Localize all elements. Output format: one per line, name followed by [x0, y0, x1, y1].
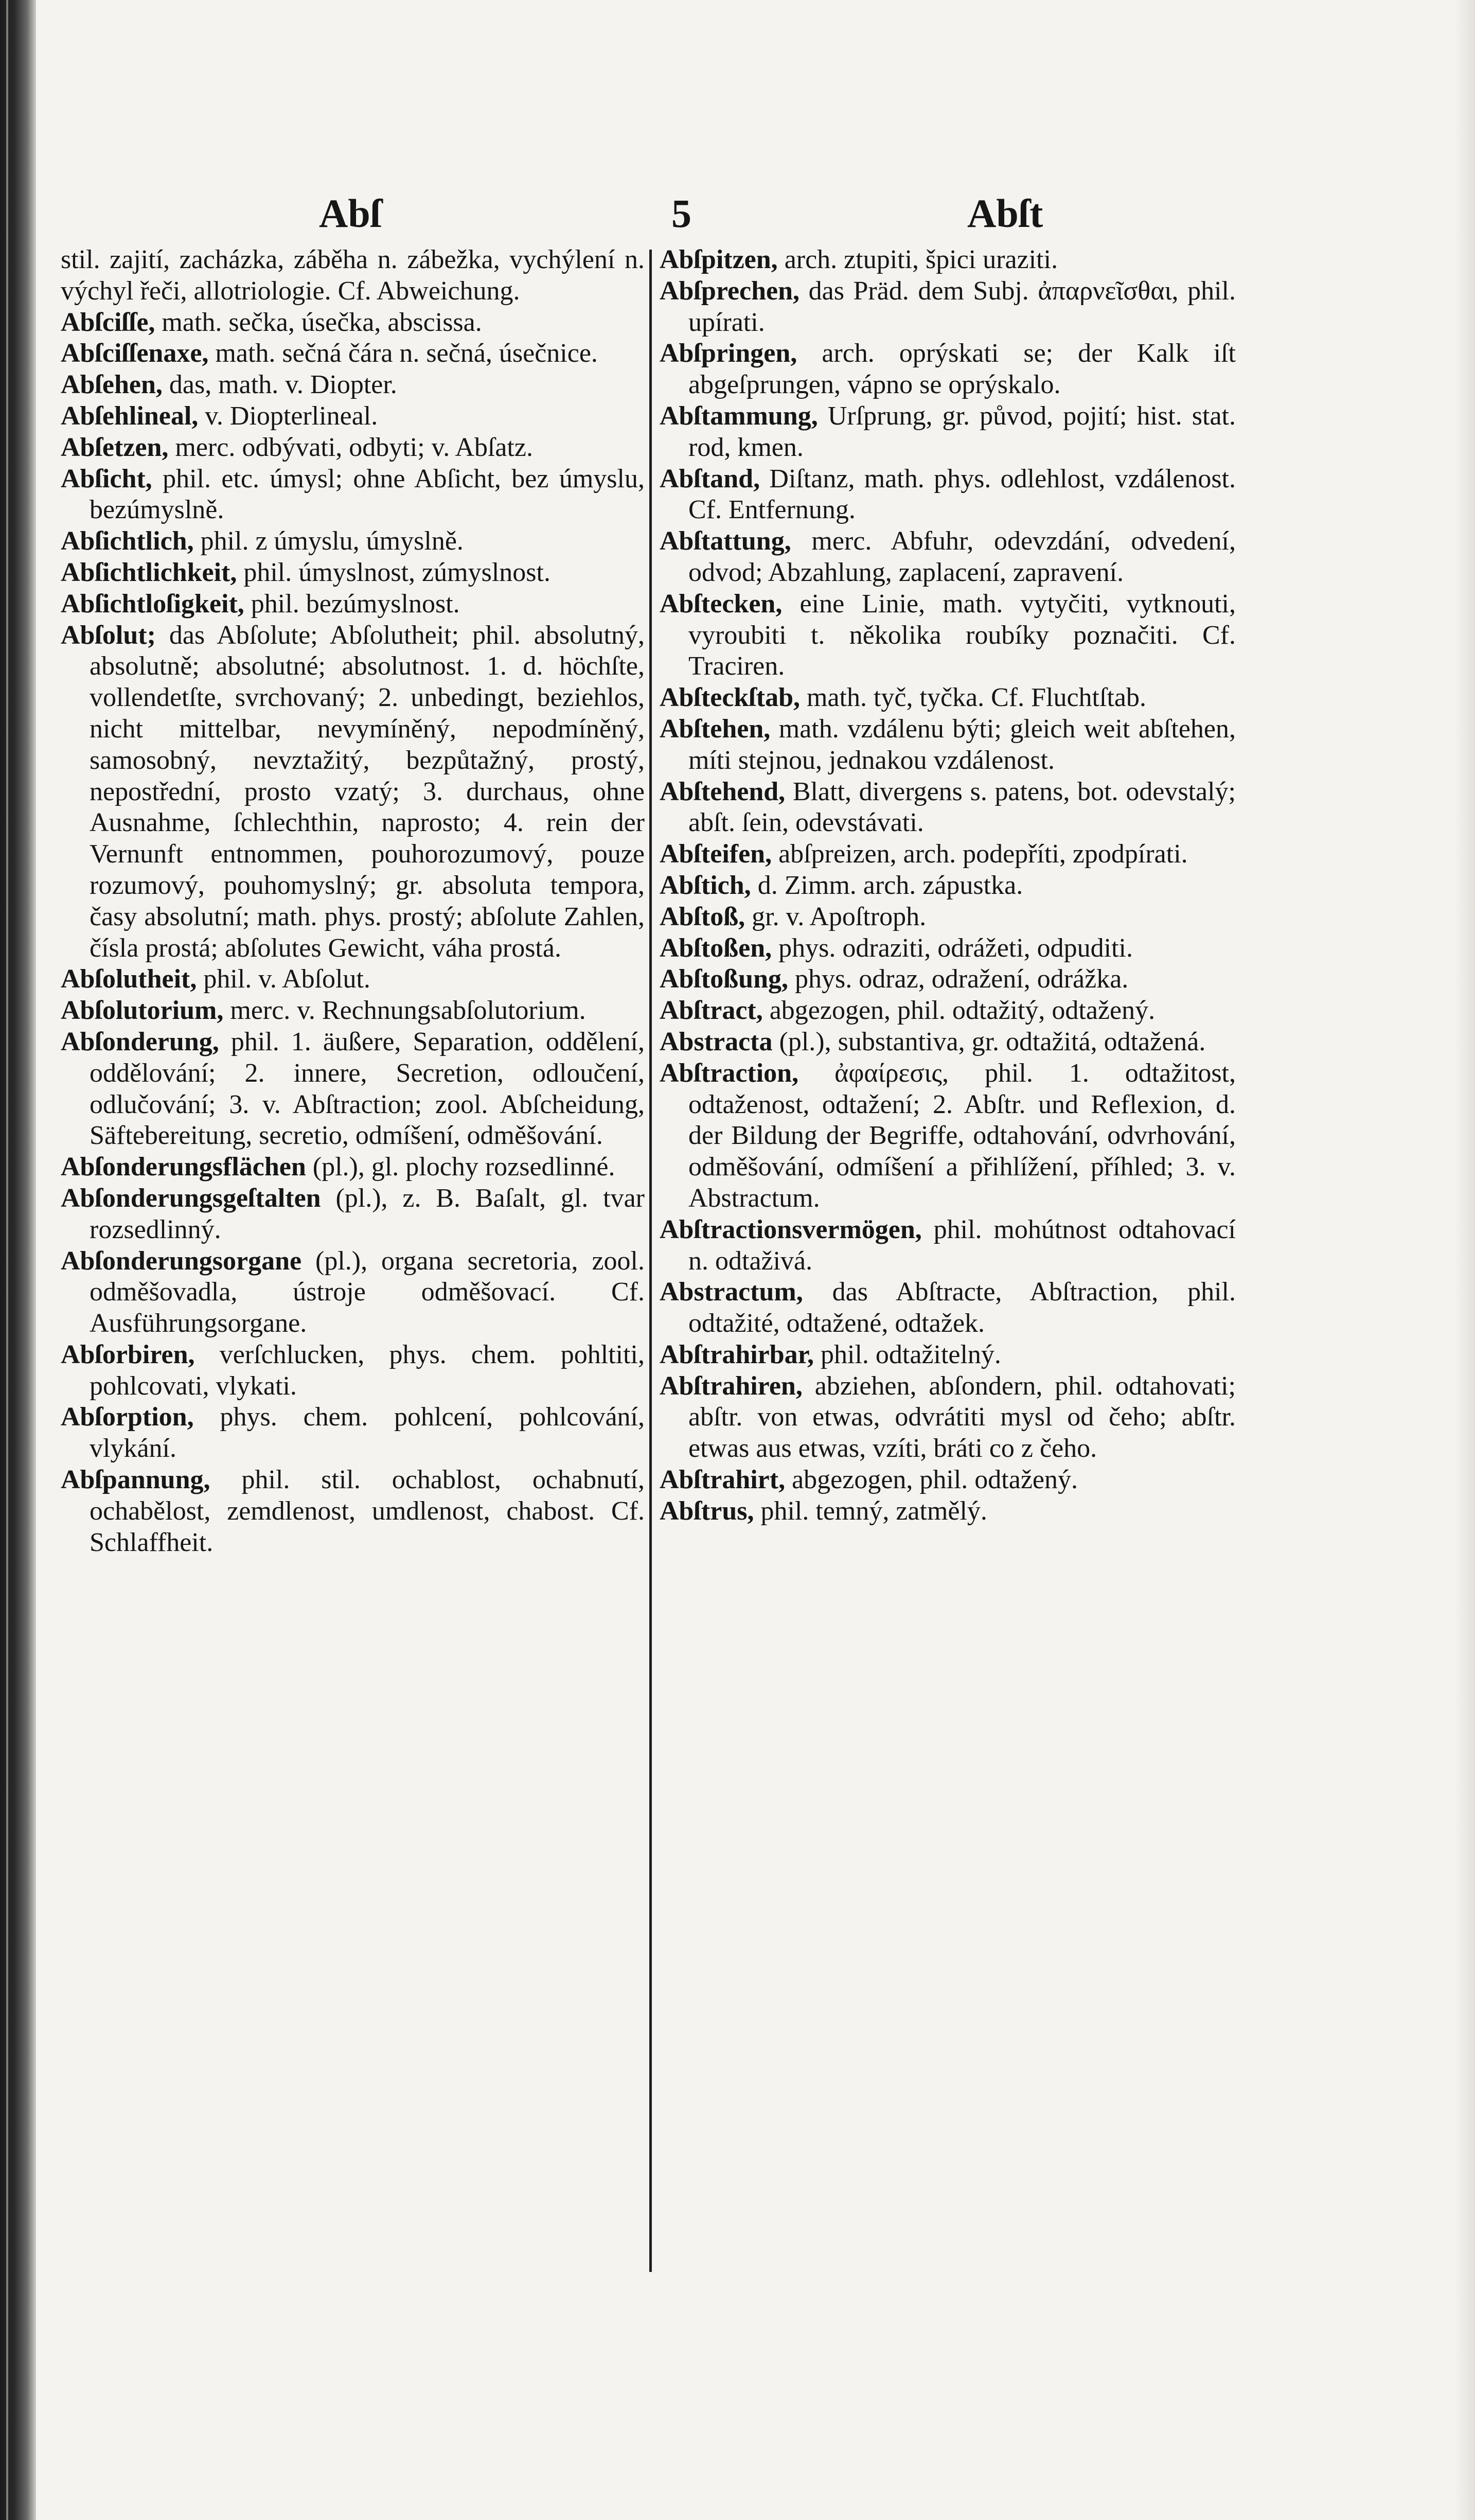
entry-definition: phil. mohútnost odtahovací n. odtaživá.	[688, 1214, 1236, 1276]
dictionary-entry	[660, 682, 1236, 714]
entry-definition: phil. úmyslnost, zúmyslnost.	[237, 557, 550, 587]
entry-headword: Abſichtlichkeit,	[61, 557, 237, 587]
entry-definition: phil. v. Abſolut.	[197, 964, 370, 994]
entry-definition: phys. odraziti, odrážeti, odpuditi.	[772, 933, 1133, 963]
entry-definition: phil. temný, zatmělý.	[754, 1496, 987, 1526]
book-binding-gutter	[0, 0, 36, 2520]
entry-headword: Abſolutorium,	[61, 996, 224, 1026]
entry-definition: phil. odtažitelný.	[814, 1340, 1001, 1369]
entry-definition: verſchlucken, phys. chem. pohltiti, pohlcovati, vlykati.	[90, 1340, 645, 1401]
entry-headword: Abſtoß,	[660, 902, 745, 931]
entry-definition: eine Linie, math. vytyčiti, vytknouti, vyroubiti t. několika roubíky poznačiti. Cf. Traciren.	[688, 589, 1236, 681]
dictionary-entry	[660, 714, 1236, 777]
dictionary-entry	[660, 1277, 1236, 1340]
dictionary-entry	[61, 244, 645, 307]
entry-definition: phil. 1. äußere, Separation, oddělení, oddělování; 2. innere, Secretion, odloučení, odlučování; 3. v. Abſtraction; zool. Abſcheidung, Säftebereitung, secretio, odmíšení, odměšování.	[90, 1027, 645, 1151]
dictionary-entry	[660, 777, 1236, 839]
entry-headword: Abſpitzen,	[660, 245, 778, 274]
entry-headword: Abſtehend,	[660, 777, 786, 806]
dictionary-entry	[660, 1371, 1236, 1465]
entry-definition: d. Zimm. arch. zápustka.	[751, 870, 1023, 900]
dictionary-entry	[61, 1027, 645, 1152]
entry-headword: Abſichtloſigkeit,	[61, 589, 244, 619]
entry-headword: Abſtraction,	[660, 1058, 799, 1088]
dictionary-entry	[61, 620, 645, 964]
entry-headword: Abſtich,	[660, 870, 751, 900]
entry-headword: Abſonderungsorgane	[61, 1246, 302, 1276]
dictionary-entry	[660, 1465, 1236, 1496]
entry-headword: Abstracta	[660, 1027, 773, 1056]
dictionary-entry	[61, 464, 645, 526]
dictionary-entry	[660, 1027, 1236, 1058]
dictionary-entry	[660, 964, 1236, 995]
entry-definition: abſpreizen, arch. podepříti, zpodpírati.	[772, 839, 1188, 869]
entry-headword: Abſtrus,	[660, 1496, 754, 1526]
entry-headword: Abſciſſe,	[61, 307, 155, 337]
entry-definition: math. tyč, tyčka. Cf. Fluchtſtab.	[800, 683, 1146, 713]
dictionary-entry	[660, 464, 1236, 526]
dictionary-entry	[660, 1496, 1236, 1527]
entry-headword: Abſtattung,	[660, 526, 791, 556]
entry-headword: Abſtrahiren,	[660, 1371, 803, 1401]
entry-headword: Abſorption,	[61, 1402, 194, 1432]
entry-headword: Abſichtlich,	[61, 526, 194, 556]
entry-definition: phil. bezúmyslnost.	[244, 589, 460, 619]
entry-headword: Abſpannung,	[61, 1465, 210, 1495]
dictionary-entry	[61, 557, 645, 589]
dictionary-entry	[660, 995, 1236, 1027]
entry-definition: ἀφαίρεσις, phil. 1. odtažitost, odtaženost, odtažení; 2. Abſtr. und Reflexion, d. der Bildung der Begriffe, odtahování, odvrhování, odměšování, odmíšení a přihlížení, příhled; 3. v. Abstractum.	[688, 1058, 1236, 1213]
entry-headword: Abſonderung,	[61, 1027, 219, 1056]
right-guide-word: Abſt	[967, 191, 1043, 236]
dictionary-entry	[61, 401, 645, 432]
entry-definition: Urſprung, gr. původ, pojití; hist. stat. rod, kmen.	[688, 401, 1236, 462]
entry-headword: Abſolutheit,	[61, 964, 197, 994]
entry-headword: Abſehlineal,	[61, 401, 199, 431]
dictionary-entry	[660, 244, 1236, 276]
dictionary-entry	[660, 870, 1236, 902]
dictionary-entry	[61, 1340, 645, 1402]
entry-definition: phys. odraz, odražení, odrážka.	[788, 964, 1129, 994]
entry-headword: Abſprechen,	[660, 276, 800, 306]
entry-definition: abziehen, abſondern, phil. odtahovati; abſtr. von etwas, odvrátiti mysl od čeho; abſtr. etwas aus etwas, vzíti, bráti co z čeho.	[688, 1371, 1236, 1464]
dictionary-entry	[660, 338, 1236, 401]
entry-headword: Abſehen,	[61, 370, 163, 400]
dictionary-entry	[61, 432, 645, 464]
entry-definition: (pl.), substantiva, gr. odtažitá, odtažená.	[772, 1027, 1206, 1056]
entry-headword: Abſpringen,	[660, 339, 797, 368]
entry-definition: abgezogen, phil. odtažený.	[785, 1465, 1078, 1495]
entry-headword: Abſonderungsgeſtalten	[61, 1183, 321, 1213]
dictionary-entry	[660, 1214, 1236, 1277]
entry-definition: math. vzdálenu býti; gleich weit abſtehen, míti stejnou, jednakou vzdálenost.	[688, 714, 1236, 775]
dictionary-entry	[660, 1340, 1236, 1371]
entry-definition: phil. z úmyslu, úmyslně.	[193, 526, 464, 556]
entry-definition: phil. stil. ochablost, ochabnutí, ochabělost, zemdlenost, umdlenost, chabost. Cf. Schlaffheit.	[90, 1465, 645, 1557]
entry-headword: Abſtrahirt,	[660, 1465, 786, 1495]
entry-headword: Abſtand,	[660, 464, 760, 494]
entry-definition: math. sečka, úsečka, abscissa.	[155, 307, 482, 337]
dictionary-entry	[660, 933, 1236, 964]
entry-definition: (pl.), gl. plochy rozsedlinné.	[306, 1152, 615, 1182]
page-edge	[1454, 0, 1475, 2520]
entry-definition: das, math. v. Diopter.	[162, 370, 397, 400]
entry-headword: Abſtractionsvermögen,	[660, 1214, 922, 1244]
entry-definition: das Abſolute; Abſolutheit; phil. absolutný, absolutně; absolutné; absolutnost. 1. d. höchſte, vollendetſte, svrchovaný; 2. unbedingt, beziehlos, nicht mittelbar, nevymíněný, nepodmíněný, samosobný, nevztažitý, bezpůtažný, prostý, nepostřední, prosto vzatý; 3. durchaus, ohne Ausnahme, ſchlechthin, naprosto; 4. rein der Vernunft entnommen, pouhorozumový, pouze rozumový, pouhomyslný; gr. absoluta tempora, časy absolutní; math. phys. prostý; abſolute Zahlen, čísla prostá; abſolutes Gewicht, váha prostá.	[90, 620, 645, 963]
entry-headword: Abſtehen,	[660, 714, 771, 744]
entry-headword: Abſtract,	[660, 996, 763, 1026]
entry-definition: math. sečná čára n. sečná, úsečnice.	[208, 339, 598, 368]
dictionary-entry	[61, 307, 645, 339]
entry-definition: v. Diopterlineal.	[198, 401, 378, 431]
entry-definition: arch. ztupiti, špici uraziti.	[777, 245, 1058, 274]
entry-headword: Abſtammung,	[660, 401, 818, 431]
left-guide-word: Abſ	[319, 191, 382, 236]
entry-headword: Abſicht,	[61, 464, 152, 494]
entry-definition: arch. oprýskati se; der Kalk iſt abgeſprungen, vápno se oprýskalo.	[688, 339, 1236, 400]
dictionary-entry	[660, 401, 1236, 464]
dictionary-entry	[61, 338, 645, 369]
dictionary-entry	[61, 1246, 645, 1340]
dictionary-entry	[61, 964, 645, 995]
entry-definition: stil. zajití, zacházka, záběha n. zábežka, vychýlení n. výchyl řeči, allotriologie. Cf. Abweichung.	[61, 245, 645, 306]
dictionary-entry	[61, 995, 645, 1027]
entry-definition: (pl.), z. B. Baſalt, gl. tvar rozsedlinný.	[90, 1183, 645, 1244]
dictionary-entry	[61, 1402, 645, 1465]
entry-definition: abgezogen, phil. odtažitý, odtažený.	[762, 996, 1156, 1026]
dictionary-entry	[660, 589, 1236, 682]
entry-headword: Abſteckſtab,	[660, 683, 800, 713]
dictionary-entry	[660, 902, 1236, 933]
entry-definition: Blatt, divergens s. patens, bot. odevstalý; abſt. ſein, odevstávati.	[688, 777, 1236, 838]
entry-definition: das Abſtracte, Abſtraction, phil. odtažité, odtažené, odtažek.	[688, 1277, 1236, 1338]
page-number: 5	[671, 191, 691, 236]
dictionary-entry	[61, 589, 645, 620]
dictionary-entry	[61, 526, 645, 557]
entry-definition: das Präd. dem Subj. ἀπαρνεῖσθαι, phil. upírati.	[688, 276, 1236, 337]
dictionary-entry	[660, 276, 1236, 339]
entry-definition: (pl.), organa secretoria, zool. odměšovadla, ústroje odměšovací. Cf. Ausführungsorgane.	[90, 1246, 645, 1338]
entry-headword: Abſolut;	[61, 620, 156, 650]
entry-definition: gr. v. Apoſtroph.	[745, 902, 927, 931]
entry-headword: Abſorbiren,	[61, 1340, 195, 1369]
entry-headword: Abſtoßung,	[660, 964, 788, 994]
entry-definition: merc. Abfuhr, odevzdání, odvedení, odvod; Abzahlung, zaplacení, zapravení.	[688, 526, 1236, 587]
entry-headword: Abſteifen,	[660, 839, 772, 869]
entry-headword: Abstractum,	[660, 1277, 803, 1307]
entry-headword: Abſetzen,	[61, 432, 169, 462]
dictionary-entry	[61, 1183, 645, 1246]
page-header	[82, 185, 1307, 242]
right-column	[660, 244, 1236, 1527]
dictionary-entry	[660, 839, 1236, 870]
entry-definition: Diſtanz, math. phys. odlehlost, vzdálenost. Cf. Entfernung.	[688, 464, 1236, 525]
left-column	[61, 244, 645, 1558]
entry-headword: Abſtoßen,	[660, 933, 772, 963]
entry-headword: Abſciſſenaxe,	[61, 339, 209, 368]
entry-headword: Abſonderungsflächen	[61, 1152, 306, 1182]
entry-definition: phys. chem. pohlcení, pohlcování, vlykání.	[90, 1402, 645, 1464]
dictionary-entry	[660, 526, 1236, 589]
entry-definition: phil. etc. úmysl; ohne Abſicht, bez úmyslu, bezúmyslně.	[90, 464, 645, 525]
dictionary-entry	[660, 1058, 1236, 1214]
entry-headword: Abſtrahirbar,	[660, 1340, 814, 1369]
entry-definition: merc. v. Rechnungsabſolutorium.	[223, 996, 586, 1026]
entry-headword: Abſtecken,	[660, 589, 783, 619]
entry-definition: merc. odbývati, odbyti; v. Abſatz.	[168, 432, 534, 462]
dictionary-entry	[61, 1465, 645, 1558]
dictionary-entry	[61, 1152, 645, 1183]
dictionary-entry	[61, 369, 645, 401]
column-divider	[649, 250, 652, 2272]
